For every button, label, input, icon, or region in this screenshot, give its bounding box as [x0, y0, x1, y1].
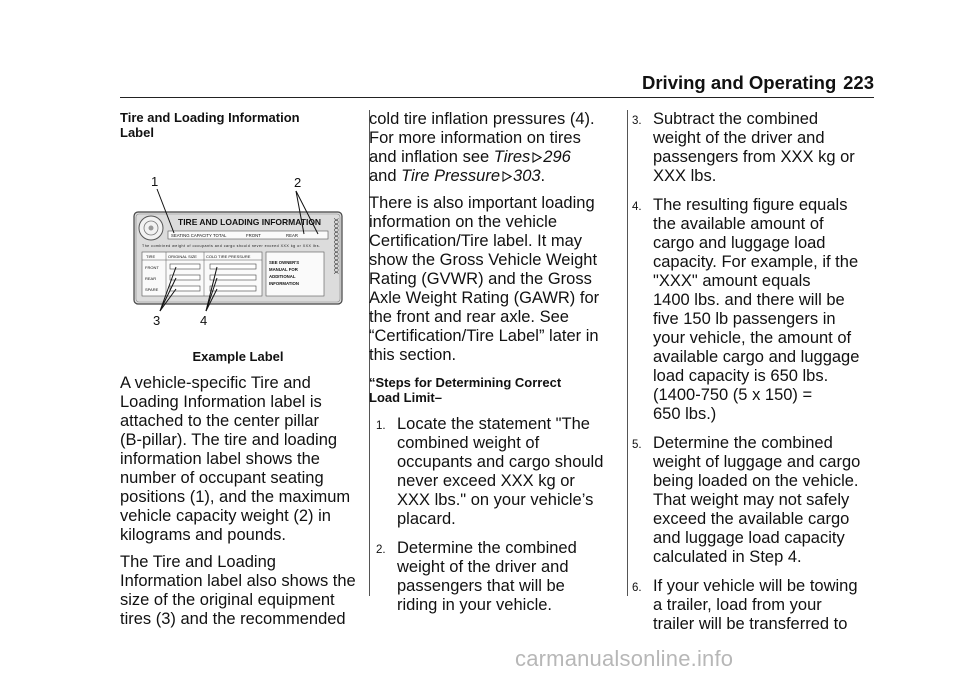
tires-link-page: 296 — [543, 148, 571, 166]
callout-4: 4 — [200, 313, 208, 328]
paragraph-inflation: cold tire inflation pressures (4). For more information on tires and inflation see Tires 296 and Tire Pressure 303. — [369, 110, 595, 185]
watermark: carmanualsonline.info — [515, 646, 734, 671]
text-line: this section. — [369, 346, 457, 364]
label-title: TIRE AND LOADING INFORMATION — [178, 217, 322, 227]
text-line: "XXX" amount equals — [653, 272, 811, 290]
text-line: riding in your vehicle. — [397, 596, 552, 614]
page-number: 223 — [843, 72, 874, 93]
text-line: size of the original equipment — [120, 591, 335, 609]
text-line: There is also important loading — [369, 194, 595, 212]
text-line: exceed the available cargo — [653, 510, 850, 528]
text-line: and luggage load capacity — [653, 529, 845, 547]
column-1 — [120, 110, 356, 629]
step-number: 4. — [632, 201, 642, 213]
callout-2: 2 — [294, 175, 302, 190]
front-label: FRONT — [246, 233, 261, 238]
see-owners-line-3: ADDITIONAL — [269, 274, 296, 279]
text-line: weight of the driver and — [397, 558, 569, 576]
text-line: Loading Information label is — [120, 393, 322, 411]
text-line: Determine the combined — [397, 539, 577, 557]
text-line: Determine the combined — [653, 434, 833, 452]
text-line: The Tire and Loading — [120, 553, 276, 571]
callout-3: 3 — [153, 313, 161, 328]
step-number: 2. — [376, 544, 386, 556]
paragraph-label-contents — [120, 553, 356, 629]
text-line: Load Limit– — [369, 390, 442, 405]
text-line: being loaded on the vehicle. — [653, 472, 859, 490]
text-line: weight of luggage and cargo — [653, 453, 861, 471]
page-reference-icon — [502, 171, 512, 182]
step-1 — [369, 415, 614, 529]
text-line: That weight may not safely — [653, 491, 850, 509]
step-6 — [625, 577, 877, 634]
tire-pressure-link-page: 303 — [513, 167, 541, 185]
text-line: passengers from XXX kg or — [653, 148, 855, 166]
step-5 — [625, 434, 877, 567]
text-line: (1400-750 (5 x 150) = — [653, 386, 813, 404]
total-label: TOTAL — [213, 233, 227, 238]
column-2 — [369, 110, 614, 615]
text-line: XXX lbs. — [653, 167, 717, 185]
text-line: For more information on tires — [369, 129, 581, 147]
tire-pressure-link[interactable] — [401, 167, 540, 185]
step-2 — [369, 539, 614, 615]
text-line: and — [369, 167, 402, 185]
text-line: tires (3) and the recommended — [120, 610, 346, 628]
text-line: Subtract the combined — [653, 110, 819, 128]
combined-weight-text: The combined weight of occupants and cargo should never exceed XXX kg or XXX lbs. — [142, 244, 321, 248]
section-title: Driving and Operating — [642, 72, 837, 93]
column-3 — [625, 110, 877, 634]
header-rule — [120, 97, 874, 98]
text-line: attached to the center pillar — [120, 412, 320, 430]
text-line: load capacity is 650 lbs. — [653, 367, 829, 385]
tire-label-figure — [120, 172, 356, 334]
text-line: information on the vehicle — [369, 213, 558, 231]
page-header — [642, 72, 874, 92]
col-tire: TIRE — [146, 254, 156, 259]
text-line: “Steps for Determining Correct — [369, 375, 562, 390]
text-line: 1400 lbs. and there will be — [653, 291, 845, 309]
text-line: weight of the driver and — [653, 129, 825, 147]
text-line: positions (1), and the maximum — [120, 488, 351, 506]
row-front: FRONT — [145, 265, 159, 270]
text-line: never exceed XXX kg or — [397, 472, 575, 490]
text-line: vehicle capacity weight (2) in — [120, 507, 331, 525]
paragraph-certification — [369, 194, 614, 365]
text-line: XXX lbs." on your vehicle’s — [397, 491, 594, 509]
tire-pressure-link-label: Tire Pressure — [401, 167, 501, 185]
text-line: your vehicle, the amount of — [653, 329, 852, 347]
text-line: the front and rear axle. See — [369, 308, 569, 326]
text-line: number of occupant seating — [120, 469, 324, 487]
step-number: 5. — [632, 439, 642, 451]
step-number: 3. — [632, 115, 642, 127]
text-line: passengers that will be — [397, 577, 565, 595]
see-owners-line-4: INFORMATION — [269, 281, 299, 286]
figure-caption: Example Label — [192, 349, 284, 364]
text-line: Axle Weight Rating (GAWR) for — [369, 289, 600, 307]
tire-label-illustration — [120, 172, 356, 334]
text-line: a trailer, load from your — [653, 596, 822, 614]
side-code: XXXXXXXXXXXXXX — [332, 218, 338, 275]
text-line: trailer will be transferred to — [653, 615, 848, 633]
text-line: combined weight of — [397, 434, 540, 452]
text-line: cold tire inflation pressures (4). — [369, 110, 595, 128]
text-line: occupants and cargo should — [397, 453, 604, 471]
text-line: Rating (GVWR) and the Gross — [369, 270, 592, 288]
tires-link[interactable] — [494, 148, 571, 166]
steps-heading — [369, 375, 614, 405]
text-line: (B-pillar). The tire and loading — [120, 431, 338, 449]
step-number: 6. — [632, 582, 642, 594]
callout-1: 1 — [151, 174, 159, 189]
see-owners-line-2: MANUAL FOR — [269, 267, 298, 272]
text-line: five 150 lb passengers in — [653, 310, 836, 328]
step-4 — [625, 196, 877, 424]
text-line: show the Gross Vehicle Weight — [369, 251, 598, 269]
text-line: and inflation see — [369, 148, 494, 166]
text-line: Locate the statement "The — [397, 415, 590, 433]
text-line: If your vehicle will be towing — [653, 577, 858, 595]
page-reference-icon — [532, 152, 542, 163]
row-spare: SPARE — [145, 287, 159, 292]
step-number: 1. — [376, 420, 386, 432]
text-line: Information label also shows the — [120, 572, 356, 590]
col-cold-pressure: COLD TIRE PRESSURE — [206, 254, 251, 259]
seating-capacity-label: SEATING CAPACITY — [171, 233, 212, 238]
row-rear: REAR — [145, 276, 157, 281]
step-3 — [625, 110, 877, 186]
text-line: calculated in Step 4. — [653, 548, 802, 566]
text-line: 650 lbs.) — [653, 405, 717, 423]
see-owners-line-1: SEE OWNER'S — [269, 260, 300, 265]
text-line: A vehicle-specific Tire and — [120, 374, 311, 392]
text-line: information label shows the — [120, 450, 320, 468]
text-line: Certification/Tire label. It may — [369, 232, 583, 250]
section-heading: Tire and Loading Information Label — [120, 110, 300, 140]
text-line: placard. — [397, 510, 456, 528]
text-line: the available amount of — [653, 215, 824, 233]
text-line: available cargo and luggage — [653, 348, 860, 366]
text-line: cargo and luggage load — [653, 234, 826, 252]
text-line: capacity. For example, if the — [653, 253, 859, 271]
col-original-size: ORIGINAL SIZE — [168, 254, 197, 259]
text-line: The resulting figure equals — [653, 196, 848, 214]
text-line: kilograms and pounds. — [120, 526, 287, 544]
paragraph-label-location — [120, 374, 356, 545]
rear-label: REAR — [286, 233, 298, 238]
tires-link-label: Tires — [493, 148, 531, 166]
text-line: “Certification/Tire Label” later in — [369, 327, 599, 345]
